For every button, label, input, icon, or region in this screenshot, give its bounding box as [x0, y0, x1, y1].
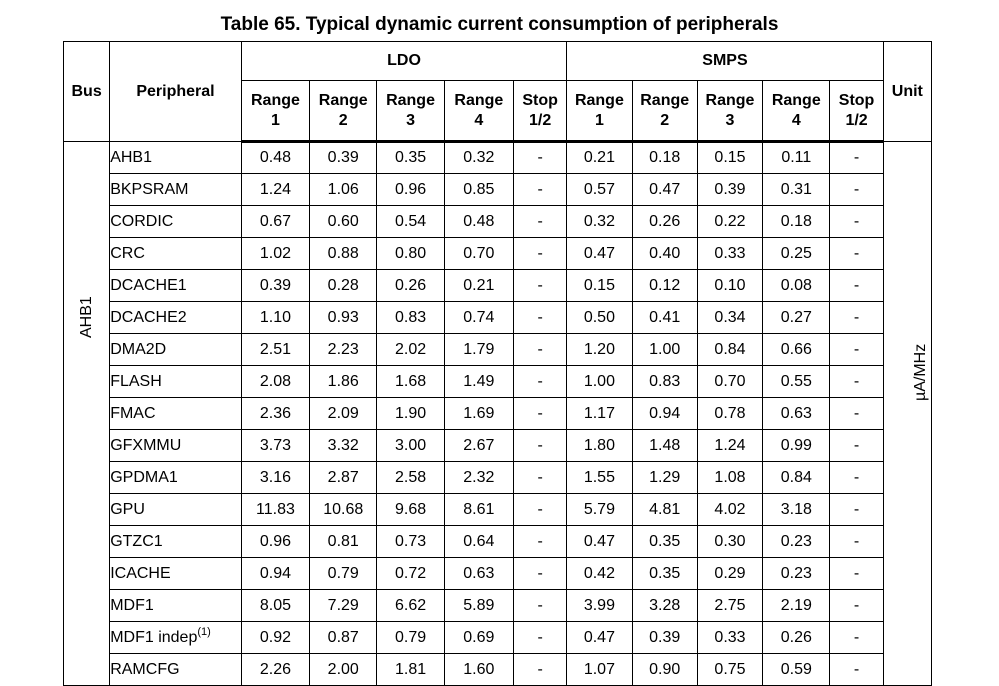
value-cell: 0.47: [567, 526, 632, 558]
value-cell: 0.18: [632, 142, 697, 174]
value-cell: 8.61: [444, 494, 513, 526]
value-cell: 0.48: [444, 206, 513, 238]
peripheral-cell: [110, 398, 242, 430]
value-cell: 0.73: [377, 526, 444, 558]
value-cell: 0.47: [567, 238, 632, 270]
footnote-ref: (1): [197, 625, 211, 638]
value-cell: -: [830, 654, 883, 686]
value-cell: 2.02: [377, 334, 444, 366]
value-cell: 1.48: [632, 430, 697, 462]
value-cell: 0.70: [444, 238, 513, 270]
value-cell: 1.24: [241, 174, 309, 206]
table-row: [64, 270, 932, 302]
smps-col-header: Range 4: [763, 81, 830, 142]
bus-cell: [64, 142, 110, 686]
value-cell: 0.55: [763, 366, 830, 398]
peripheral-name: DMA2D: [110, 340, 167, 358]
value-cell: 0.63: [444, 558, 513, 590]
value-cell: 0.54: [377, 206, 444, 238]
value-cell: 0.80: [377, 238, 444, 270]
value-cell: 0.30: [697, 526, 762, 558]
value-cell: 0.87: [310, 622, 377, 654]
ldo-col-header: Range 2: [310, 81, 377, 142]
peripheral-name: AHB1: [110, 148, 152, 166]
value-cell: 0.96: [377, 174, 444, 206]
value-cell: 0.88: [310, 238, 377, 270]
peripheral-cell: [110, 142, 242, 174]
value-cell: 1.55: [567, 462, 632, 494]
table-row: [64, 622, 932, 654]
ldo-col-header: Range 3: [377, 81, 444, 142]
value-cell: 0.67: [241, 206, 309, 238]
value-cell: 2.23: [310, 334, 377, 366]
peripheral-name: ICACHE: [110, 564, 171, 582]
smps-col-header: Range 2: [632, 81, 697, 142]
value-cell: 2.58: [377, 462, 444, 494]
peripheral-cell: [110, 270, 242, 302]
value-cell: 1.29: [632, 462, 697, 494]
peripheral-name: GTZC1: [110, 532, 163, 550]
ldo-header: LDO: [241, 42, 566, 81]
peripheral-cell: [110, 302, 242, 334]
table-row: [64, 334, 932, 366]
value-cell: 1.90: [377, 398, 444, 430]
value-cell: 3.99: [567, 590, 632, 622]
value-cell: 0.35: [632, 558, 697, 590]
value-cell: -: [830, 270, 883, 302]
value-cell: 0.94: [632, 398, 697, 430]
value-cell: 1.07: [567, 654, 632, 686]
peripheral-name: DCACHE1: [110, 276, 187, 294]
value-cell: 0.50: [567, 302, 632, 334]
value-cell: 3.28: [632, 590, 697, 622]
value-cell: 0.39: [697, 174, 762, 206]
peripheral-header: Peripheral: [110, 42, 242, 142]
value-cell: -: [830, 430, 883, 462]
value-cell: -: [514, 430, 567, 462]
value-cell: 0.39: [310, 142, 377, 174]
value-cell: 4.02: [697, 494, 762, 526]
value-cell: 0.39: [632, 622, 697, 654]
value-cell: 1.60: [444, 654, 513, 686]
value-cell: 0.48: [241, 142, 309, 174]
value-cell: 0.93: [310, 302, 377, 334]
value-cell: 0.33: [697, 622, 762, 654]
value-cell: 0.72: [377, 558, 444, 590]
value-cell: -: [514, 270, 567, 302]
peripheral-cell: [110, 590, 242, 622]
peripheral-name: CORDIC: [110, 212, 174, 230]
value-cell: -: [830, 590, 883, 622]
value-cell: 1.86: [310, 366, 377, 398]
peripheral-name: CRC: [110, 244, 145, 262]
value-cell: 0.10: [697, 270, 762, 302]
peripheral-cell: [110, 654, 242, 686]
value-cell: 0.63: [763, 398, 830, 430]
consumption-table: [63, 41, 932, 686]
value-cell: 0.47: [632, 174, 697, 206]
value-cell: 0.99: [763, 430, 830, 462]
peripheral-name: GFXMMU: [110, 436, 182, 454]
value-cell: 3.16: [241, 462, 309, 494]
ldo-col-header: Range 1: [241, 81, 309, 142]
value-cell: -: [830, 494, 883, 526]
value-cell: 2.75: [697, 590, 762, 622]
peripheral-name: FMAC: [110, 404, 156, 422]
value-cell: 0.81: [310, 526, 377, 558]
peripheral-cell: [110, 366, 242, 398]
peripheral-name: GPDMA1: [110, 468, 178, 486]
peripheral-cell: [110, 430, 242, 462]
value-cell: -: [830, 526, 883, 558]
value-cell: 9.68: [377, 494, 444, 526]
bus-header: Bus: [64, 42, 110, 142]
table-row: [64, 558, 932, 590]
value-cell: -: [514, 462, 567, 494]
table-row: [64, 142, 932, 174]
value-cell: 0.83: [377, 302, 444, 334]
value-cell: 0.21: [444, 270, 513, 302]
value-cell: -: [514, 206, 567, 238]
peripheral-name: DCACHE2: [110, 308, 187, 326]
value-cell: 0.47: [567, 622, 632, 654]
value-cell: 0.59: [763, 654, 830, 686]
peripheral-cell: [110, 462, 242, 494]
value-cell: 0.75: [697, 654, 762, 686]
value-cell: 8.05: [241, 590, 309, 622]
smps-col-header: Stop 1/2: [830, 81, 883, 142]
value-cell: 3.32: [310, 430, 377, 462]
value-cell: -: [830, 238, 883, 270]
peripheral-name: RAMCFG: [110, 660, 180, 678]
value-cell: -: [830, 398, 883, 430]
value-cell: 4.81: [632, 494, 697, 526]
table-row: [64, 206, 932, 238]
value-cell: 1.68: [377, 366, 444, 398]
smps-col-header: Range 3: [697, 81, 762, 142]
table-row: [64, 366, 932, 398]
value-cell: 1.24: [697, 430, 762, 462]
peripheral-cell: [110, 622, 242, 654]
peripheral-name: BKPSRAM: [110, 180, 189, 198]
value-cell: -: [830, 622, 883, 654]
value-cell: -: [514, 366, 567, 398]
value-cell: 0.40: [632, 238, 697, 270]
value-cell: 0.60: [310, 206, 377, 238]
value-cell: 0.15: [697, 142, 762, 174]
peripheral-name: FLASH: [110, 372, 162, 390]
value-cell: 0.42: [567, 558, 632, 590]
value-cell: 0.84: [697, 334, 762, 366]
value-cell: -: [514, 334, 567, 366]
peripheral-cell: [110, 526, 242, 558]
peripheral-name: MDF1: [110, 596, 154, 614]
value-cell: 2.67: [444, 430, 513, 462]
value-cell: 0.35: [377, 142, 444, 174]
unit-header: Unit: [883, 42, 931, 142]
unit-label: µA/MHz: [911, 343, 929, 401]
smps-col-header: Range 1: [567, 81, 632, 142]
value-cell: 0.25: [763, 238, 830, 270]
value-cell: 1.79: [444, 334, 513, 366]
peripheral-cell: [110, 174, 242, 206]
value-cell: 2.51: [241, 334, 309, 366]
peripheral-cell: [110, 238, 242, 270]
peripheral-cell: [110, 334, 242, 366]
value-cell: -: [514, 654, 567, 686]
value-cell: 2.26: [241, 654, 309, 686]
value-cell: 0.28: [310, 270, 377, 302]
peripheral-name: MDF1 indep: [110, 628, 198, 646]
value-cell: 0.57: [567, 174, 632, 206]
value-cell: 6.62: [377, 590, 444, 622]
value-cell: 0.79: [377, 622, 444, 654]
ldo-col-header: Stop 1/2: [514, 81, 567, 142]
bus-label: AHB1: [78, 296, 95, 338]
ldo-col-header: Range 4: [444, 81, 513, 142]
value-cell: 0.33: [697, 238, 762, 270]
value-cell: 0.35: [632, 526, 697, 558]
value-cell: 2.32: [444, 462, 513, 494]
value-cell: 0.26: [632, 206, 697, 238]
value-cell: 1.06: [310, 174, 377, 206]
value-cell: -: [830, 206, 883, 238]
value-cell: -: [514, 494, 567, 526]
value-cell: 2.87: [310, 462, 377, 494]
table-row: [64, 174, 932, 206]
value-cell: 2.00: [310, 654, 377, 686]
value-cell: 0.15: [567, 270, 632, 302]
value-cell: 0.26: [763, 622, 830, 654]
value-cell: 0.90: [632, 654, 697, 686]
table-row: [64, 654, 932, 686]
peripheral-cell: [110, 558, 242, 590]
value-cell: 11.83: [241, 494, 309, 526]
value-cell: 1.00: [567, 366, 632, 398]
value-cell: 0.31: [763, 174, 830, 206]
value-cell: 1.80: [567, 430, 632, 462]
value-cell: 1.69: [444, 398, 513, 430]
value-cell: 0.70: [697, 366, 762, 398]
value-cell: -: [514, 590, 567, 622]
value-cell: 0.18: [763, 206, 830, 238]
value-cell: 3.00: [377, 430, 444, 462]
value-cell: 3.18: [763, 494, 830, 526]
value-cell: 0.29: [697, 558, 762, 590]
value-cell: 0.39: [241, 270, 309, 302]
smps-header: SMPS: [567, 42, 883, 81]
value-cell: 2.36: [241, 398, 309, 430]
peripheral-cell: [110, 494, 242, 526]
value-cell: 0.32: [567, 206, 632, 238]
value-cell: 0.74: [444, 302, 513, 334]
value-cell: -: [514, 558, 567, 590]
value-cell: -: [514, 398, 567, 430]
value-cell: 0.78: [697, 398, 762, 430]
value-cell: 0.27: [763, 302, 830, 334]
value-cell: -: [514, 526, 567, 558]
value-cell: -: [514, 142, 567, 174]
value-cell: 1.08: [697, 462, 762, 494]
value-cell: 0.83: [632, 366, 697, 398]
value-cell: -: [830, 558, 883, 590]
value-cell: 0.64: [444, 526, 513, 558]
value-cell: 0.96: [241, 526, 309, 558]
value-cell: 1.02: [241, 238, 309, 270]
value-cell: -: [830, 302, 883, 334]
table-row: [64, 238, 932, 270]
value-cell: 0.69: [444, 622, 513, 654]
table-row: [64, 494, 932, 526]
value-cell: 3.73: [241, 430, 309, 462]
value-cell: 1.10: [241, 302, 309, 334]
value-cell: 1.20: [567, 334, 632, 366]
value-cell: 7.29: [310, 590, 377, 622]
value-cell: 0.23: [763, 526, 830, 558]
value-cell: -: [514, 622, 567, 654]
table-row: [64, 398, 932, 430]
value-cell: 0.11: [763, 142, 830, 174]
value-cell: 0.66: [763, 334, 830, 366]
value-cell: -: [514, 302, 567, 334]
value-cell: -: [830, 174, 883, 206]
value-cell: 5.79: [567, 494, 632, 526]
value-cell: -: [514, 174, 567, 206]
value-cell: -: [514, 238, 567, 270]
value-cell: 1.00: [632, 334, 697, 366]
table-row: [64, 590, 932, 622]
value-cell: 10.68: [310, 494, 377, 526]
value-cell: -: [830, 142, 883, 174]
value-cell: 0.23: [763, 558, 830, 590]
table-row: [64, 302, 932, 334]
value-cell: 0.94: [241, 558, 309, 590]
value-cell: 0.84: [763, 462, 830, 494]
value-cell: 0.12: [632, 270, 697, 302]
value-cell: 1.17: [567, 398, 632, 430]
value-cell: 0.08: [763, 270, 830, 302]
value-cell: 0.79: [310, 558, 377, 590]
value-cell: 0.32: [444, 142, 513, 174]
value-cell: 0.34: [697, 302, 762, 334]
value-cell: 1.81: [377, 654, 444, 686]
value-cell: 0.92: [241, 622, 309, 654]
value-cell: -: [830, 462, 883, 494]
value-cell: 2.09: [310, 398, 377, 430]
table-row: [64, 526, 932, 558]
value-cell: 0.85: [444, 174, 513, 206]
table-row: [64, 430, 932, 462]
table-title: Table 65. Typical dynamic current consumption of peripherals: [220, 14, 779, 35]
value-cell: 0.21: [567, 142, 632, 174]
value-cell: 5.89: [444, 590, 513, 622]
unit-cell: [883, 142, 931, 686]
value-cell: 0.22: [697, 206, 762, 238]
value-cell: 0.26: [377, 270, 444, 302]
value-cell: 2.08: [241, 366, 309, 398]
peripheral-cell: [110, 206, 242, 238]
value-cell: 2.19: [763, 590, 830, 622]
peripheral-name: GPU: [110, 500, 145, 518]
value-cell: -: [830, 366, 883, 398]
table-row: [64, 462, 932, 494]
value-cell: 0.41: [632, 302, 697, 334]
value-cell: 1.49: [444, 366, 513, 398]
value-cell: -: [830, 334, 883, 366]
